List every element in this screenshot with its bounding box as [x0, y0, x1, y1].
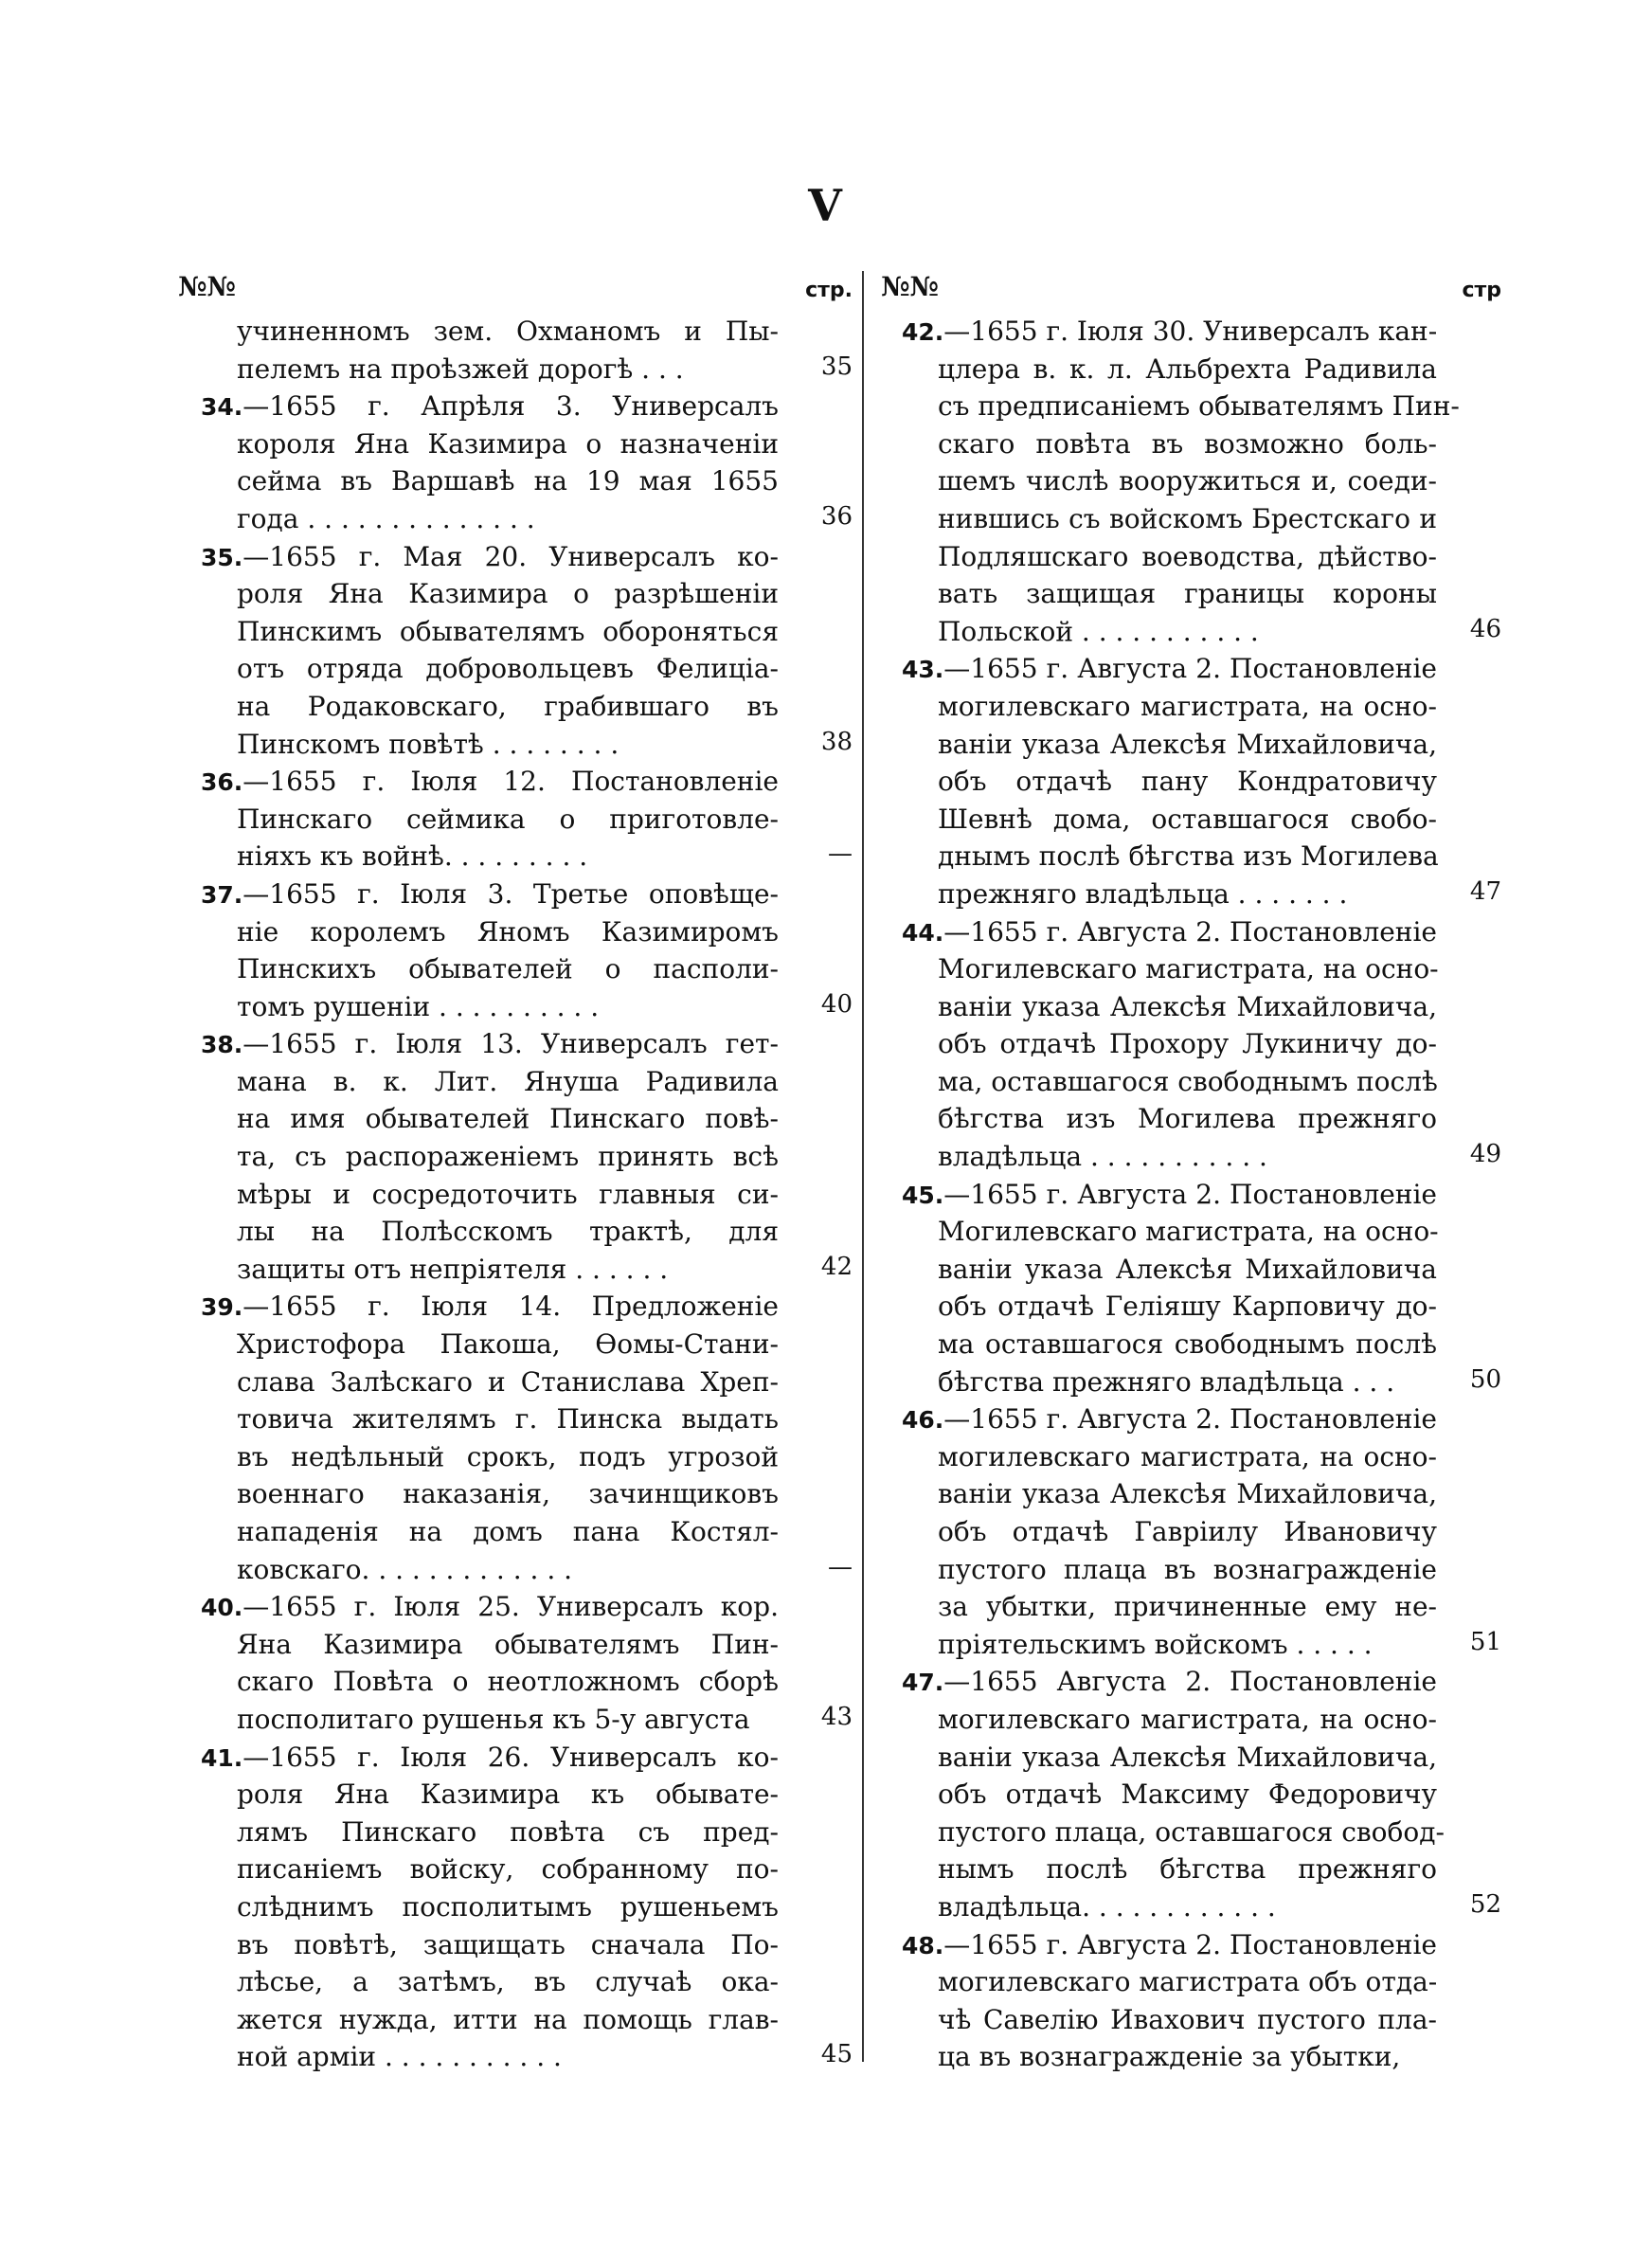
- entry-text: на Родаковскаго, грабившаго въ: [237, 690, 779, 722]
- entry-line: [237, 913, 779, 951]
- entry-line: [938, 1213, 1437, 1251]
- entry-page-ref: 49: [1469, 1140, 1501, 1169]
- entry-line: [938, 1438, 1437, 1476]
- entry-text: —1655 г. Іюля 13. Универсалъ гет-: [242, 1028, 779, 1060]
- entry-text: Подляшскаго воеводства, дѣйство-: [938, 540, 1437, 572]
- toc-entry: [171, 1739, 853, 2076]
- entry-text: Польской . . . . . . . . . . .: [938, 615, 1259, 647]
- entry-line: [902, 1663, 1437, 1701]
- entry-line: [237, 1626, 779, 1664]
- entry-number: 43.: [902, 656, 944, 684]
- entry-text: слава Залѣскаго и Станислава Хреп-: [237, 1365, 779, 1398]
- right-number-heading: №№: [881, 271, 939, 302]
- entry-line: [237, 1701, 779, 1739]
- entry-line: [938, 1063, 1437, 1101]
- entry-text: лямъ Пинскаго повѣта съ пред-: [237, 1815, 779, 1848]
- entry-text: цлера в. к. л. Альбрехта Радивила: [938, 352, 1437, 385]
- entry-line: [237, 575, 779, 613]
- entry-text: —1655 г. Августа 2. Постановленіе: [943, 915, 1437, 948]
- entry-line: [938, 1626, 1437, 1664]
- entry-line: [938, 763, 1437, 801]
- entry-text: отъ отряда добровольцевъ Фелиціа-: [237, 653, 779, 685]
- entry-line: [237, 2001, 779, 2039]
- entry-page-ref: 38: [820, 727, 853, 756]
- entry-line: [938, 500, 1437, 538]
- toc-entry: [881, 650, 1501, 912]
- entry-text: чѣ Савелію Ивахович пустого пла-: [938, 2003, 1437, 2035]
- entry-text: нападенія на домъ пана Костял-: [237, 1516, 779, 1547]
- entry-text: короля Яна Казимира о назначеніи: [237, 427, 779, 460]
- entry-text: защиты отъ непріятеля . . . . . .: [237, 1253, 669, 1285]
- entry-text: посполитаго рушенья къ 5-у августа: [237, 1703, 750, 1735]
- entry-text: слѣднимъ посполитымъ рушеньемъ: [237, 1890, 779, 1923]
- entry-text: томъ рушеніи . . . . . . . . . .: [237, 990, 600, 1022]
- entry-page-ref: 35: [820, 352, 853, 381]
- entry-text: Могилевскаго магистрата, на осно-: [938, 1216, 1439, 1248]
- entry-text: объ отдачѣ Прохору Лукиничу до-: [938, 1028, 1437, 1060]
- entry-page-ref: 52: [1469, 1889, 1501, 1919]
- entry-line: [938, 801, 1437, 839]
- entry-text: жется нужда, итти на помощь глав-: [237, 2003, 779, 2035]
- entry-text: —1655 г. Іюля 14. Предложеніе: [242, 1291, 779, 1323]
- entry-number: 46.: [902, 1406, 944, 1435]
- entry-line: [938, 726, 1437, 764]
- entry-line: [938, 1851, 1437, 1888]
- entry-line: [902, 313, 1437, 351]
- entry-text: съ предписаніемъ обывателямъ Пин-: [938, 390, 1460, 423]
- entry-text: ма, оставшагося свободнымъ послѣ: [938, 1065, 1438, 1097]
- entry-line: [237, 351, 779, 388]
- left-page-heading: стр.: [805, 279, 853, 302]
- entry-number: 45.: [902, 1181, 944, 1209]
- entry-line: [237, 1551, 779, 1589]
- entry-line: [938, 1888, 1437, 1926]
- entry-text: объ отдачѣ Геліяшу Карповичу до-: [938, 1291, 1437, 1323]
- entry-line: [938, 1776, 1437, 1814]
- entry-line: [237, 1776, 779, 1814]
- entry-text: на имя обывателей Пинскаго повѣ-: [237, 1103, 779, 1135]
- toc-entry: [171, 1288, 853, 1588]
- entry-text: днымъ послѣ бѣгства изъ Могилева: [938, 840, 1439, 873]
- entry-text: —1655 г. Мая 20. Универсалъ ко-: [242, 540, 779, 572]
- entry-text: пріятельскимъ войскомъ . . . . .: [938, 1628, 1373, 1660]
- entry-text: мѣры и сосредоточить главныя си-: [237, 1178, 779, 1210]
- toc-entry: [881, 1663, 1501, 1925]
- entry-text: военнаго наказанія, зачинщиковъ: [237, 1478, 779, 1510]
- entry-text: нившись съ войскомъ Брестскаго и: [938, 502, 1437, 534]
- entry-line: [902, 1926, 1437, 1964]
- entry-text: учиненномъ зем. Охманомъ и Пы-: [237, 316, 779, 347]
- entry-line: [938, 988, 1437, 1026]
- entry-line: [237, 1663, 779, 1701]
- entry-line: [237, 726, 779, 764]
- entry-page-ref: 50: [1469, 1364, 1501, 1394]
- entry-text: Шевнѣ дома, оставшагося свобо-: [938, 803, 1437, 835]
- entry-line: [938, 1475, 1437, 1513]
- entry-number: 36.: [201, 768, 243, 797]
- entry-line: [938, 1701, 1437, 1739]
- entry-text: года . . . . . . . . . . . . . .: [237, 502, 535, 534]
- entry-text: писаніемъ войску, собранному по-: [237, 1853, 779, 1886]
- entry-page-ref: 45: [820, 2040, 853, 2069]
- entry-line: [938, 425, 1437, 463]
- toc-entry: [881, 1400, 1501, 1663]
- entry-line: [237, 650, 779, 688]
- entry-text: Могилевскаго магистрата, на осно-: [938, 953, 1439, 985]
- entry-number: 37.: [201, 880, 243, 909]
- entry-page-ref: 36: [820, 501, 853, 531]
- right-column: [881, 271, 1501, 2076]
- entry-line: [237, 1176, 779, 1214]
- entry-text: ма оставшагося свободнымъ послѣ: [938, 1328, 1437, 1361]
- entry-line: [201, 1288, 779, 1326]
- entry-text: ваніи указа Алексѣя Михайловича,: [938, 728, 1437, 760]
- entry-text: —1655 г. Іюля 3. Третье оповѣще-: [242, 877, 779, 910]
- entry-line: [938, 876, 1437, 913]
- entry-line: [237, 1100, 779, 1138]
- entry-line: [938, 1326, 1437, 1363]
- entry-line: [237, 462, 779, 500]
- entry-text: ніяхъ къ войнѣ. . . . . . . . .: [237, 840, 588, 873]
- entry-text: лы на Полѣсскомъ трактѣ, для: [237, 1216, 779, 1248]
- entry-number: 34.: [201, 393, 243, 422]
- entry-text: ваніи указа Алексѣя Михайловича,: [938, 1478, 1437, 1510]
- left-column-header: [171, 271, 853, 313]
- entry-line: [201, 538, 779, 576]
- entry-line: [237, 1063, 779, 1101]
- entry-line: [237, 688, 779, 726]
- entry-text: мана в. к. Лит. Януша Радивила: [237, 1065, 779, 1097]
- entry-line: [237, 2038, 779, 2076]
- entry-line: [237, 1326, 779, 1363]
- entry-text: —1655 г. Августа 2. Постановленіе: [943, 1403, 1437, 1435]
- entry-text: —1655 г. Апрѣля 3. Универсалъ: [242, 390, 779, 423]
- toc-entry: [881, 313, 1501, 650]
- entry-line: [938, 1025, 1437, 1063]
- entry-line: [938, 1138, 1437, 1176]
- entry-page-ref: 40: [820, 989, 853, 1019]
- entry-number: 44.: [902, 918, 944, 947]
- entry-text: въ недѣльный срокъ, подъ угрозой: [237, 1440, 779, 1472]
- entry-line: [902, 913, 1437, 951]
- entry-number: 42.: [902, 318, 944, 346]
- entry-line: [237, 1363, 779, 1401]
- entry-line: [201, 763, 779, 801]
- entry-text: та, съ распораженіемъ принять всѣ: [237, 1141, 779, 1173]
- entry-text: сейма въ Варшавѣ на 19 мая 1655: [237, 465, 779, 497]
- entry-line: [237, 1438, 779, 1476]
- entry-text: ніе королемъ Яномъ Казимиромъ: [237, 915, 779, 948]
- toc-entry: [171, 763, 853, 876]
- entry-text: Пинскаго сеймика о приготовле-: [237, 803, 779, 835]
- toc-entry: [171, 313, 853, 388]
- entry-text: пустого плаца въ вознагражденіе: [938, 1553, 1437, 1585]
- entry-line: [938, 1288, 1437, 1326]
- entry-text: ной арміи . . . . . . . . . . .: [237, 2041, 562, 2073]
- entry-line: [938, 1513, 1437, 1551]
- entry-line: [237, 613, 779, 651]
- entry-text: ца въ вознагражденіе за убытки,: [938, 2041, 1401, 2073]
- toc-entry: [881, 1926, 1501, 2076]
- entry-line: [201, 1588, 779, 1626]
- entry-line: [237, 988, 779, 1026]
- entry-text: —1655 г. Іюля 26. Универсалъ ко-: [242, 1741, 779, 1773]
- entry-page-ref: 43: [820, 1702, 853, 1731]
- entry-line: [201, 876, 779, 913]
- entry-line: [237, 1138, 779, 1176]
- entry-text: могилевскаго магистрата, на осно-: [938, 1440, 1437, 1472]
- entry-text: объ отдачѣ Максиму Федоровичу: [938, 1779, 1437, 1811]
- entry-text: скаго Повѣта о неотложномъ сборѣ: [237, 1666, 779, 1698]
- toc-entry: [881, 913, 1501, 1176]
- entry-text: ваніи указа Алексѣя Михайловича: [938, 1253, 1437, 1285]
- page-number: V: [808, 180, 844, 231]
- entry-line: [237, 1851, 779, 1888]
- entry-text: —1655 г. Іюля 30. Универсалъ кан-: [943, 316, 1438, 347]
- entry-text: Пинскимъ обывателямъ обороняться: [237, 615, 779, 647]
- entry-line: [237, 425, 779, 463]
- entry-text: —1655 г. Іюля 25. Универсалъ кор.: [242, 1591, 779, 1623]
- entry-line: [237, 950, 779, 988]
- entry-text: Христофора Пакоша, Ѳомы-Стани-: [237, 1328, 779, 1361]
- entry-line: [237, 838, 779, 876]
- entry-line: [938, 1963, 1437, 2001]
- entry-text: —1655 Августа 2. Постановленіе: [943, 1666, 1437, 1698]
- entry-text: могилевскаго магистрата объ отда-: [938, 1966, 1438, 1998]
- entry-line: [938, 575, 1437, 613]
- entry-line: [938, 538, 1437, 576]
- entry-line: [902, 1400, 1437, 1438]
- entry-text: шемъ числѣ вооружиться и, соеди-: [938, 465, 1437, 497]
- entry-text: Пинскомъ повѣтѣ . . . . . . . .: [237, 728, 620, 760]
- entry-line: [237, 1814, 779, 1851]
- toc-entry: [881, 1176, 1501, 1401]
- entry-number: 39.: [201, 1293, 243, 1322]
- entry-text: въ повѣтѣ, защищать сначала По-: [237, 1928, 779, 1960]
- entry-number: 35.: [201, 543, 243, 571]
- entry-line: [237, 1400, 779, 1438]
- entry-line: [237, 1251, 779, 1289]
- right-column-header: [881, 271, 1501, 313]
- entry-line: [201, 388, 779, 425]
- entry-line: [237, 1213, 779, 1251]
- entry-text: Пинскихъ обывателей о пасполи-: [237, 953, 779, 985]
- entry-line: [938, 688, 1437, 726]
- entry-text: роля Яна Казимира къ обывате-: [237, 1779, 779, 1811]
- entry-line: [938, 388, 1460, 425]
- entry-number: 48.: [902, 1931, 944, 1959]
- entry-text: —1655 г. Августа 2. Постановленіе: [943, 653, 1437, 685]
- entry-page-ref: —: [828, 840, 853, 869]
- entry-line: [938, 950, 1437, 988]
- toc-entry: [171, 388, 853, 537]
- entry-line: [938, 1551, 1437, 1589]
- entry-line: [938, 1588, 1437, 1626]
- entry-text: прежняго владѣльца . . . . . . .: [938, 877, 1348, 910]
- right-page-heading: стр: [1462, 279, 1501, 302]
- entry-line: [938, 1814, 1445, 1851]
- entry-text: объ отдачѣ пану Кондратовичу: [938, 766, 1437, 798]
- entry-number: 40.: [201, 1594, 243, 1622]
- entry-line: [938, 351, 1437, 388]
- entry-line: [938, 462, 1437, 500]
- entry-line: [237, 1888, 779, 1926]
- toc-entry: [171, 1588, 853, 1738]
- entry-text: ваніи указа Алексѣя Михайловича,: [938, 1741, 1437, 1773]
- entry-text: за убытки, причиненные ему не-: [938, 1591, 1437, 1623]
- left-number-heading: №№: [178, 271, 236, 302]
- toc-entry: [171, 1025, 853, 1288]
- entry-line: [237, 1475, 779, 1513]
- entry-line: [938, 1100, 1437, 1138]
- entry-text: бѣгства изъ Могилева прежняго: [938, 1103, 1437, 1135]
- entry-text: ваніи указа Алексѣя Михайловича,: [938, 990, 1437, 1022]
- left-entries-list: [171, 313, 853, 2076]
- entry-number: 47.: [902, 1669, 944, 1697]
- entry-page-ref: —: [828, 1552, 853, 1581]
- entry-line: [237, 801, 779, 839]
- entry-line: [201, 1739, 779, 1777]
- entry-text: владѣльца . . . . . . . . . . .: [938, 1141, 1267, 1173]
- entry-line: [938, 2001, 1437, 2039]
- entry-line: [938, 613, 1437, 651]
- entry-page-ref: 42: [820, 1252, 853, 1281]
- entry-text: —1655 г. Августа 2. Постановленіе: [943, 1178, 1437, 1210]
- entry-text: лѣсье, а затѣмъ, въ случаѣ ока-: [237, 1966, 779, 1998]
- entry-line: [938, 2038, 1437, 2076]
- entry-text: —1655 г. Іюля 12. Постановленіе: [242, 766, 779, 798]
- entry-text: бѣгства прежняго владѣльца . . .: [938, 1365, 1395, 1398]
- entry-line: [938, 838, 1437, 876]
- entry-line: [902, 1176, 1437, 1214]
- entry-line: [938, 1251, 1437, 1289]
- entry-line: [237, 1513, 779, 1551]
- entry-text: владѣльца. . . . . . . . . . . .: [938, 1890, 1276, 1923]
- entry-text: скаго повѣта въ возможно боль-: [938, 427, 1437, 460]
- entry-line: [201, 1025, 779, 1063]
- entry-text: роля Яна Казимира о разрѣшеніи: [237, 578, 779, 610]
- entry-text: могилевскаго магистрата, на осно-: [938, 690, 1437, 722]
- entry-text: объ отдачѣ Гавріилу Ивановичу: [938, 1516, 1437, 1547]
- entry-page-ref: 47: [1469, 876, 1501, 906]
- entry-line: [237, 500, 779, 538]
- entry-page-ref: 51: [1469, 1627, 1501, 1656]
- entry-line: [237, 1963, 779, 2001]
- entry-line: [938, 1739, 1437, 1777]
- entry-number: 38.: [201, 1031, 243, 1059]
- entry-text: ковскаго. . . . . . . . . . . . .: [237, 1553, 573, 1585]
- entry-page-ref: 46: [1469, 614, 1501, 643]
- entry-text: нымъ послѣ бѣгства прежняго: [938, 1853, 1437, 1886]
- left-column: [171, 271, 853, 2076]
- entry-line: [237, 313, 779, 351]
- entry-line: [237, 1926, 779, 1964]
- entry-text: вать защищая границы короны: [938, 578, 1437, 610]
- entry-text: —1655 г. Августа 2. Постановленіе: [943, 1928, 1437, 1960]
- toc-entry: [171, 538, 853, 764]
- entry-line: [902, 650, 1437, 688]
- entry-text: Яна Казимира обывателямъ Пин-: [237, 1628, 779, 1660]
- entry-text: пустого плаца, оставшагося свобод-: [938, 1815, 1445, 1848]
- toc-entry: [171, 876, 853, 1025]
- entry-line: [938, 1363, 1437, 1401]
- entry-text: могилевскаго магистрата, на осно-: [938, 1703, 1437, 1735]
- entry-number: 41.: [201, 1743, 243, 1772]
- entry-text: пелемъ на проѣзжей дорогѣ . . .: [237, 352, 684, 385]
- right-entries-list: [881, 313, 1501, 2076]
- column-divider: [862, 271, 864, 2062]
- entry-text: товича жителямъ г. Пинска выдать: [237, 1403, 779, 1435]
